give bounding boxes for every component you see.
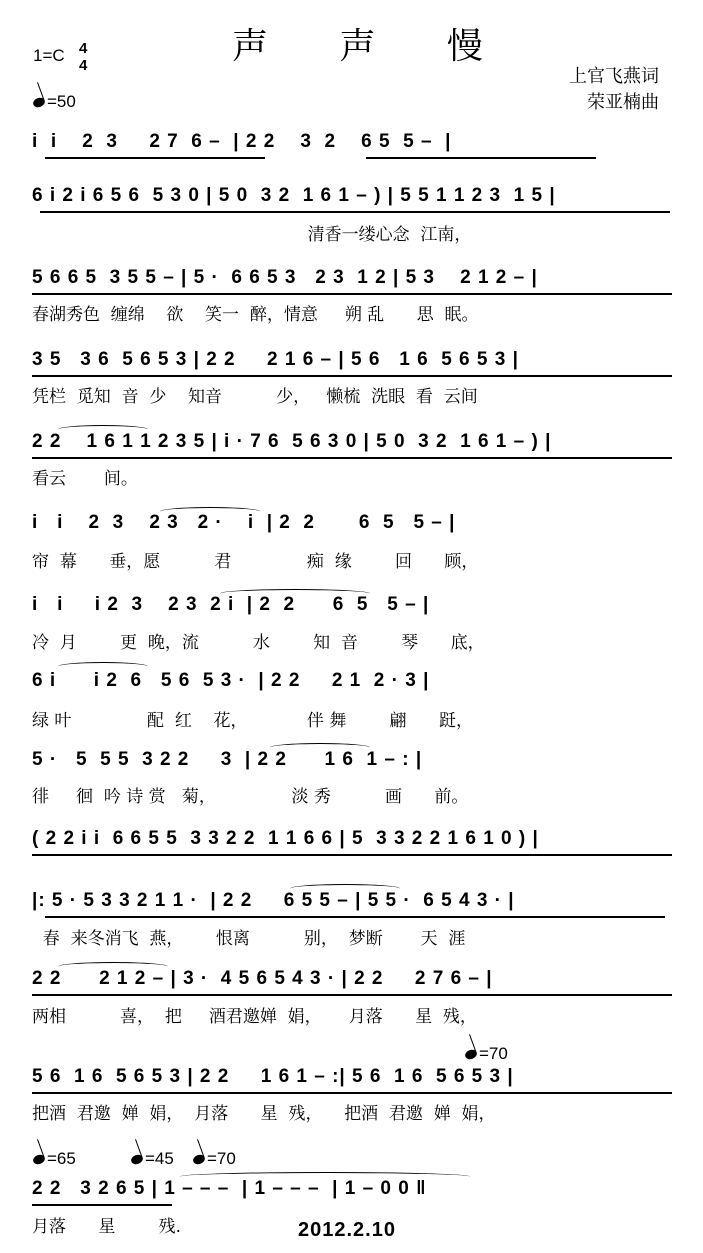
beam-line [32,1092,672,1094]
notation-row-11: |: 5 · 5 3 3 2 1 1 · | 2 2 6 5 5 – | 5 5 · 6 5 4 3 · | [32,890,515,911]
tempo-marking: =50 [33,92,76,112]
date-stamp: 2012.2.10 [298,1219,396,1241]
quarter-note-icon [464,1048,478,1061]
tie-arc [58,962,168,971]
tempo-marking: =65 [33,1149,76,1169]
lyric-row-8: 绿 叶 配 红 花， 伴 舞 翩 跹， [32,711,473,731]
notation-row-12: 2 2 2 1 2 – | 3 · 4 5 6 5 4 3 · | 2 2 2 7 6 – | [32,968,493,989]
lyric-row-12: 两相 喜， 把 酒君邀婵 娟， 月落 星 残， [32,1007,477,1027]
lyric-row-2: 清香一缕心念 江南， [32,225,472,245]
tempo-marking: =70 [193,1149,236,1169]
notation-row-4: 3 5 3 6 5 6 5 3 | 2 2 2 1 6 – | 5 6 1 6 5 6 5 3 | [32,349,519,370]
quarter-note-icon [130,1153,144,1166]
beam-line [40,211,670,213]
time-top: 4 [79,40,88,57]
time-signature [79,40,87,74]
lyric-row-5: 看云 间。 [32,469,138,489]
lyric-row-6: 帘 幕 垂，愿 君 痴 缘 回 顾， [32,552,479,572]
tempo-marking: =70 [465,1044,508,1064]
beam-line [32,994,672,996]
beam-line [45,157,265,159]
beam-line [32,375,672,377]
notation-row-5: 2 2 1 6 1 1 2 3 5 | i · 7 6 5 6 3 0 | 5 0 3 2 1 6 1 – ) | [32,431,552,452]
notation-row-3: 5 6 6 5 3 5 5 – | 5 · 6 6 5 3 2 3 1 2 | 5 3 2 1 2 – | [32,267,538,288]
lyric-row-9: 徘 徊 吟 诗 赏 菊， 淡 秀 画 前。 [32,787,469,807]
song-title: 声 声 慢 [232,26,513,67]
key-signature: 1=C [33,46,65,65]
beam-line [45,916,665,918]
quarter-note-icon [32,96,46,109]
beam-line [32,854,672,856]
notation-row-10: ( 2 2 i i 6 6 5 5 3 3 2 2 1 1 6 6 | 5 3 3 2 2 1 6 1 0 ) | [32,828,539,849]
notation-row-14: 2 2 3 2 6 5 | 1 – – – | 1 – – – | 1 – 0 0 ‖ [32,1178,427,1199]
notation-row-9: 5 · 5 5 5 3 2 2 3 | 2 2 1 6 1 – : | [32,749,423,770]
beam-line [32,457,672,459]
tempo-marking: =45 [131,1149,174,1169]
lyric-row-11: 春 来冬消飞 燕， 恨离 别， 梦断 天 涯 [32,929,466,949]
beam-line [32,293,672,295]
beam-line [32,1204,172,1206]
notation-row-7: i i i 2 3 2 3 2 i | 2 2 6 5 5 – | [32,594,430,615]
lyric-row-14: 月落 星 残. [32,1217,182,1237]
notation-row-2: 6 i 2 i 6 5 6 5 3 0 | 5 0 3 2 1 6 1 – ) | 5 5 1 1 2 3 1 5 | [32,185,556,206]
quarter-note-icon [32,1153,46,1166]
tie-arc [58,662,148,671]
notation-row-6: i i 2 3 2 3 2 · i | 2 2 6 5 5 – | [32,512,456,533]
tie-arc [220,589,370,598]
lyric-row-3: 春湖秀色 缠绵 欲 笑一 醉，情意 朔 乱 思 眠。 [32,305,479,325]
lyric-row-7: 冷 月 更 晚，流 水 知 音 琴 底， [32,633,485,653]
notation-row-8: 6 i i 2 6 5 6 5 3 · | 2 2 2 1 2 · 3 | [32,670,430,691]
composer-credit: 荣亚楠曲 [587,92,659,113]
notation-row-1: i i 2 3 2 7 6 – | 2 2 3 2 6 5 5 – | [32,131,452,152]
tie-arc [270,743,370,752]
tie-arc [58,425,148,434]
lyricist-credit: 上官飞燕词 [569,66,659,87]
lyric-row-13: 把酒 君邀 婵 娟， 月落 星 残， 把酒 君邀 婵 娟， [32,1104,496,1124]
quarter-note-icon [192,1153,206,1166]
time-bottom: 4 [79,57,88,74]
beam-line [366,157,596,159]
lyric-row-4: 凭栏 觅知 音 少 知音 少， 懒梳 洗眼 看 云间 [32,387,478,407]
tie-arc [180,1172,470,1181]
tie-arc [290,884,400,893]
notation-row-13: 5 6 1 6 5 6 5 3 | 2 2 1 6 1 – :| 5 6 1 6 5 6 5 3 | [32,1066,514,1087]
tie-arc [160,507,260,516]
